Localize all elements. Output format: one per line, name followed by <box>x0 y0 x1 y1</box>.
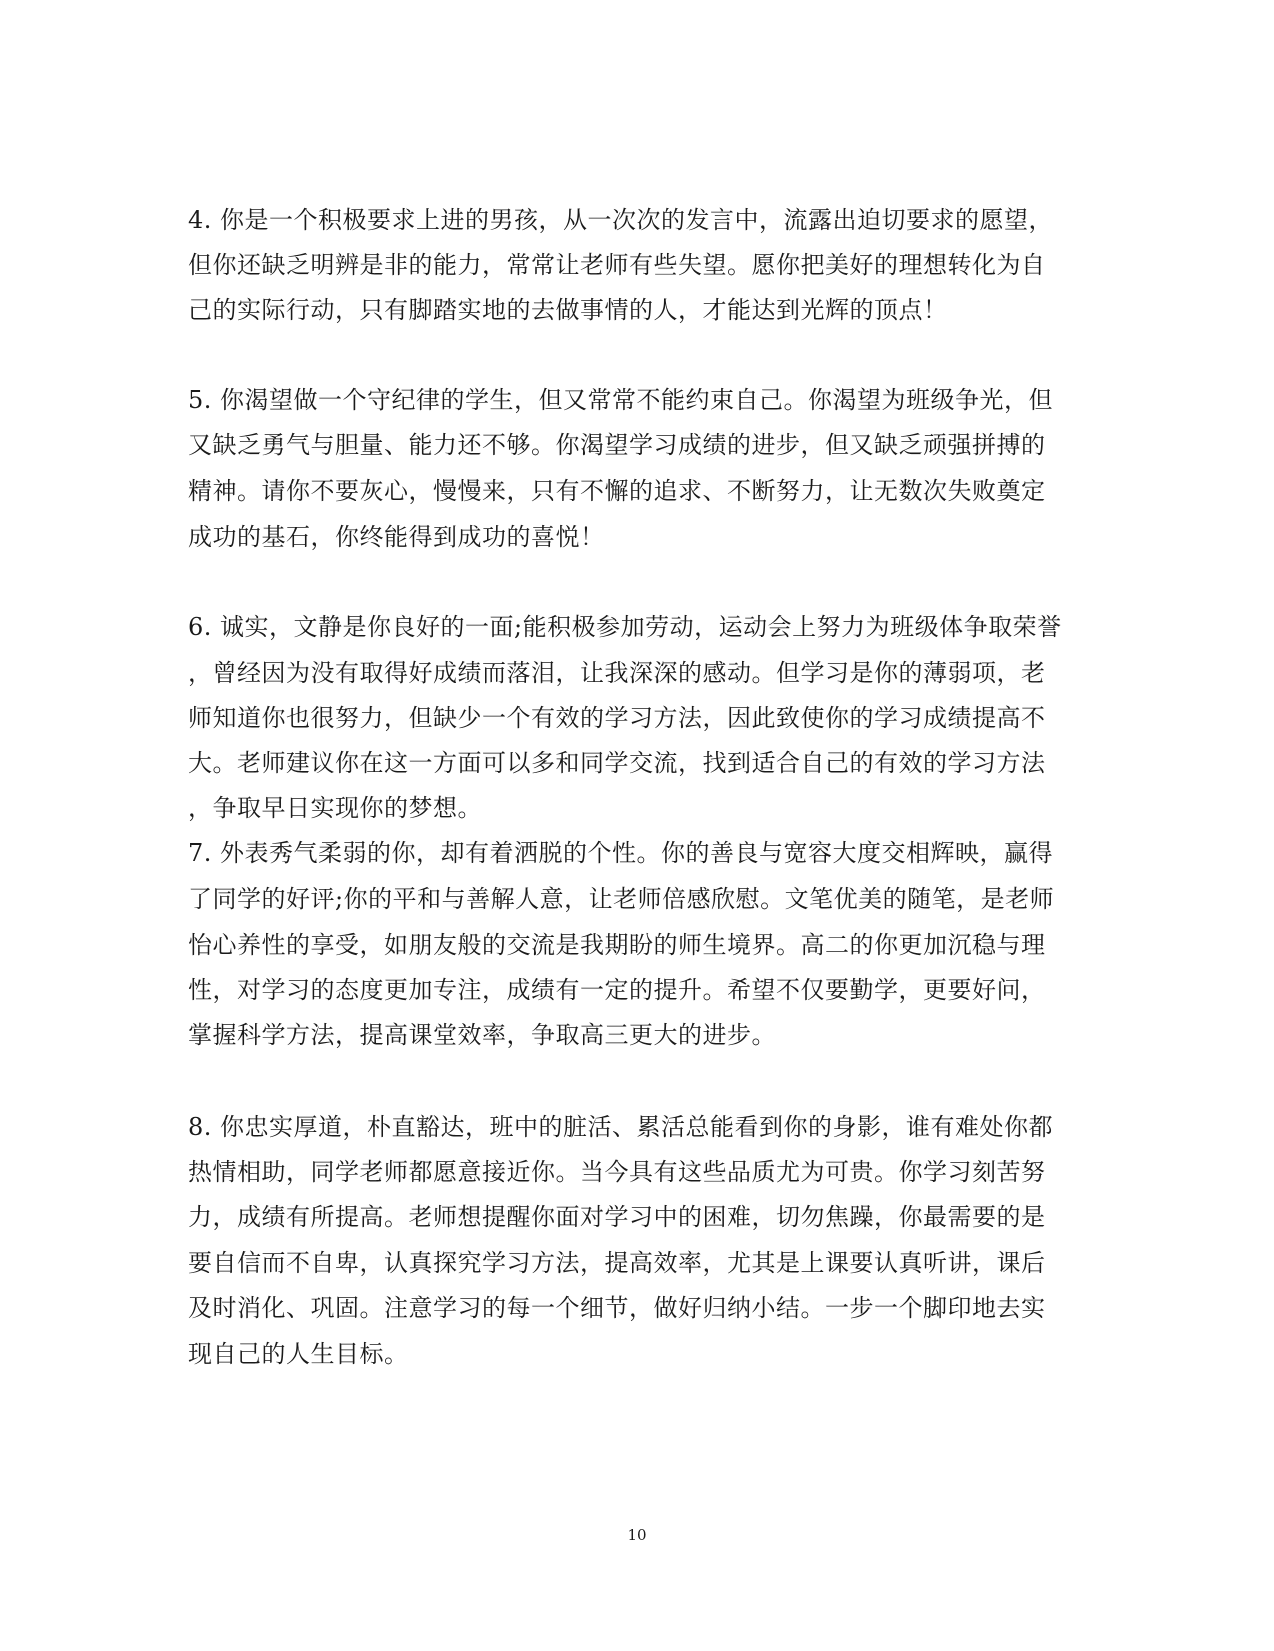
text-line: 怡心养性的享受，如朋友般的交流是我期盼的师生境界。高二的你更加沉稳与理 <box>188 931 1046 959</box>
text-line: 又缺乏勇气与胆量、能力还不够。你渴望学习成绩的进步，但又缺乏顽强拼搏的 <box>188 431 1046 459</box>
text-line: 性，对学习的态度更加专注，成绩有一定的提升。希望不仅要勤学，更要好问， <box>188 976 1046 1004</box>
text-line: 8. 你忠实厚道，朴直豁达，班中的脏活、累活总能看到你的身影，谁有难处你都 <box>188 1113 1054 1141</box>
text-line: 成功的基石，你终能得到成功的喜悦！ <box>188 523 605 551</box>
text-line: 师知道你也很努力，但缺少一个有效的学习方法，因此致使你的学习成绩提高不 <box>188 704 1046 732</box>
text-line: 及时消化、巩固。注意学习的每一个细节，做好归纳小结。一步一个脚印地去实 <box>188 1294 1046 1322</box>
text-line: 了同学的好评;你的平和与善解人意，让老师倍感欣慰。文笔优美的随笔，是老师 <box>188 885 1055 913</box>
text-line: 7. 外表秀气柔弱的你，却有着洒脱的个性。你的善良与宽容大度交相辉映，赢得 <box>188 839 1054 867</box>
text-line: 6. 诚实，文静是你良好的一面;能积极参加劳动，运动会上努力为班级体争取荣誉 <box>188 613 1062 641</box>
text-line: 力，成绩有所提高。老师想提醒你面对学习中的困难，切勿焦躁，你最需要的是 <box>188 1203 1046 1231</box>
text-line: 4. 你是一个积极要求上进的男孩，从一次次的发言中，流露出迫切要求的愿望， <box>188 206 1054 234</box>
text-line: ，争取早日实现你的梦想。 <box>188 794 482 822</box>
text-line: ，曾经因为没有取得好成绩而落泪，让我深深的感动。但学习是你的薄弱项，老 <box>188 659 1046 687</box>
text-line: 5. 你渴望做一个守纪律的学生，但又常常不能约束自己。你渴望为班级争光，但 <box>188 386 1054 414</box>
text-line: 掌握科学方法，提高课堂效率，争取高三更大的进步。 <box>188 1021 776 1049</box>
text-line: 大。老师建议你在这一方面可以多和同学交流，找到适合自己的有效的学习方法 <box>188 749 1046 777</box>
page-number: 10 <box>627 1526 647 1544</box>
text-line: 但你还缺乏明辨是非的能力，常常让老师有些失望。愿你把美好的理想转化为自 <box>188 251 1046 279</box>
text-line: 热情相助，同学老师都愿意接近你。当今具有这些品质尤为可贵。你学习刻苦努 <box>188 1158 1046 1186</box>
text-line: 要自信而不自卑，认真探究学习方法，提高效率，尤其是上课要认真听讲，课后 <box>188 1249 1046 1277</box>
text-line: 现自己的人生目标。 <box>188 1340 409 1368</box>
text-line: 精神。请你不要灰心，慢慢来，只有不懈的追求、不断努力，让无数次失败奠定 <box>188 477 1046 505</box>
text-line: 己的实际行动，只有脚踏实地的去做事情的人，才能达到光辉的顶点！ <box>188 296 948 324</box>
